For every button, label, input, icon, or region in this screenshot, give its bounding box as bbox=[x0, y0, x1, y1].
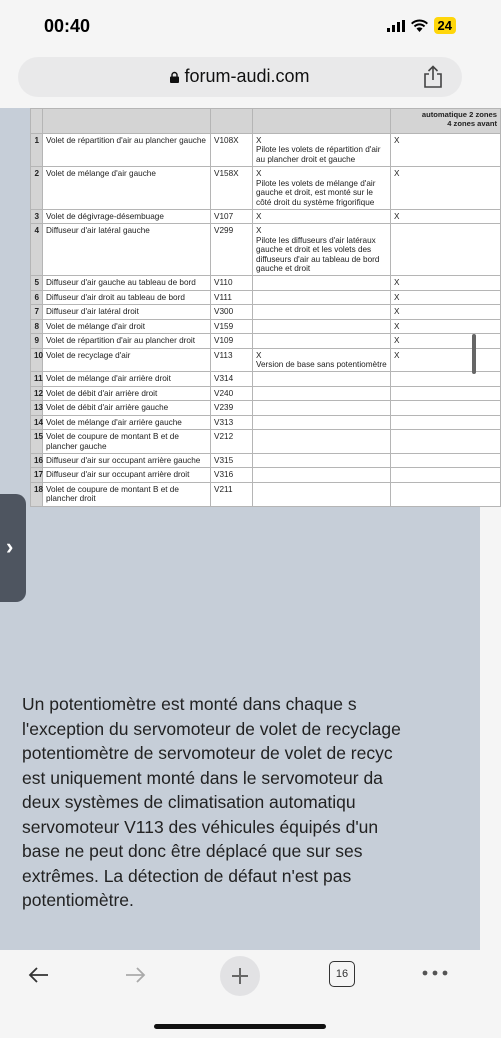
component-name: Volet de coupure de montant B et de plancher gauche bbox=[43, 430, 211, 454]
component-name: Diffuseur d'air latéral gauche bbox=[43, 224, 211, 276]
component-name: Volet de coupure de montant B et de plancher droit bbox=[43, 482, 211, 506]
signal-icon bbox=[387, 20, 405, 32]
row-number: 14 bbox=[31, 415, 43, 429]
row-number: 11 bbox=[31, 372, 43, 386]
component-code: V107 bbox=[211, 209, 253, 223]
zone-mark: X bbox=[391, 334, 501, 348]
component-code: V212 bbox=[211, 430, 253, 454]
table-row bbox=[31, 167, 501, 210]
row-number: 9 bbox=[31, 334, 43, 348]
component-name: Volet de mélange d'air droit bbox=[43, 319, 211, 333]
component-code: V159 bbox=[211, 319, 253, 333]
component-name: Volet de répartition d'air au plancher gauche bbox=[43, 134, 211, 167]
zone-mark bbox=[391, 224, 501, 276]
component-code: V108X bbox=[211, 134, 253, 167]
web-content[interactable] bbox=[0, 108, 497, 950]
paragraph-line: extrêmes. La détection de défaut n'est pas bbox=[22, 865, 352, 886]
status-bar bbox=[0, 0, 480, 50]
row-number: 8 bbox=[31, 319, 43, 333]
component-name: Volet de débit d'air arrière droit bbox=[43, 386, 211, 400]
component-name: Volet de recyclage d'air bbox=[43, 348, 211, 372]
component-name: Volet de mélange d'air arrière droit bbox=[43, 372, 211, 386]
component-code: V300 bbox=[211, 305, 253, 319]
paragraph-line: est uniquement monté dans le servomoteur da bbox=[22, 767, 383, 788]
row-number: 1 bbox=[31, 134, 43, 167]
wifi-icon bbox=[411, 20, 428, 32]
zone-mark bbox=[391, 386, 501, 400]
url-text: forum-audi.com bbox=[184, 66, 310, 86]
component-code: V315 bbox=[211, 453, 253, 467]
component-name: Volet de mélange d'air arrière gauche bbox=[43, 415, 211, 429]
status-time: 00:40 bbox=[44, 16, 91, 36]
component-name: Volet de répartition d'air au plancher droit bbox=[43, 334, 211, 348]
component-description bbox=[253, 305, 391, 319]
component-code: V158X bbox=[211, 167, 253, 210]
zone-mark bbox=[391, 430, 501, 454]
tabs-icon[interactable]: 16 bbox=[329, 961, 355, 987]
paragraph-line: base ne peut donc être déplacé que sur ses bbox=[22, 841, 363, 861]
component-name: Diffuseur d'air droit au tableau de bord bbox=[43, 290, 211, 304]
component-code: V113 bbox=[211, 348, 253, 372]
table-body bbox=[31, 134, 501, 507]
component-description bbox=[253, 453, 391, 467]
table-row bbox=[31, 430, 501, 454]
table-header-cell: automatique 2 zones 4 zones avant bbox=[391, 109, 501, 134]
component-name: Diffuseur d'air latéral droit bbox=[43, 305, 211, 319]
table-row bbox=[31, 482, 501, 506]
servomotor-table bbox=[30, 108, 501, 507]
table-row bbox=[31, 209, 501, 223]
scroll-indicator[interactable] bbox=[472, 334, 476, 374]
table-row bbox=[31, 334, 501, 348]
table-row bbox=[31, 305, 501, 319]
component-description bbox=[253, 319, 391, 333]
component-description bbox=[253, 401, 391, 415]
table-row bbox=[31, 372, 501, 386]
paragraph-line: l'exception du servomoteur de volet de recyclage bbox=[22, 718, 401, 739]
table-row bbox=[31, 290, 501, 304]
new-tab-button[interactable] bbox=[220, 956, 260, 996]
zone-mark: X bbox=[391, 319, 501, 333]
row-number: 5 bbox=[31, 276, 43, 290]
zone-mark bbox=[391, 372, 501, 386]
component-description bbox=[253, 482, 391, 506]
zone-mark: X bbox=[391, 134, 501, 167]
component-description bbox=[253, 276, 391, 290]
status-icons bbox=[387, 17, 456, 34]
table-row bbox=[31, 415, 501, 429]
component-code: V239 bbox=[211, 401, 253, 415]
table-row bbox=[31, 224, 501, 276]
table-row bbox=[31, 386, 501, 400]
paragraph-line: potentiomètre. bbox=[22, 890, 134, 910]
row-number: 18 bbox=[31, 482, 43, 506]
component-name: Volet de mélange d'air gauche bbox=[43, 167, 211, 210]
row-number: 17 bbox=[31, 468, 43, 482]
component-code: V111 bbox=[211, 290, 253, 304]
zone-mark bbox=[391, 482, 501, 506]
component-name: Diffuseur d'air sur occupant arrière droit bbox=[43, 468, 211, 482]
component-description bbox=[253, 334, 391, 348]
row-number: 3 bbox=[31, 209, 43, 223]
component-code: V299 bbox=[211, 224, 253, 276]
zone-mark: X bbox=[391, 305, 501, 319]
table-header-row bbox=[31, 109, 501, 134]
component-code: V314 bbox=[211, 372, 253, 386]
row-number: 7 bbox=[31, 305, 43, 319]
component-description: X Pilote les volets de répartition d'air au plancher droit et gauche bbox=[253, 134, 391, 167]
component-name: Volet de débit d'air arrière gauche bbox=[43, 401, 211, 415]
component-code: V109 bbox=[211, 334, 253, 348]
back-arrow-icon[interactable] bbox=[26, 962, 52, 988]
component-code: V211 bbox=[211, 482, 253, 506]
component-description bbox=[253, 372, 391, 386]
plus-icon bbox=[230, 966, 250, 986]
table-row bbox=[31, 276, 501, 290]
zone-mark: X bbox=[391, 348, 501, 372]
row-number: 6 bbox=[31, 290, 43, 304]
table-row bbox=[31, 319, 501, 333]
zone-mark bbox=[391, 401, 501, 415]
row-number: 16 bbox=[31, 453, 43, 467]
home-indicator bbox=[154, 1024, 326, 1029]
component-description: X Version de base sans potentiomètre bbox=[253, 348, 391, 372]
paragraph-line: Un potentiomètre est monté dans chaque s bbox=[22, 694, 357, 714]
component-description bbox=[253, 468, 391, 482]
side-panel-tab[interactable] bbox=[0, 494, 26, 602]
share-icon[interactable] bbox=[422, 65, 444, 89]
table-row bbox=[31, 453, 501, 467]
zone-mark bbox=[391, 415, 501, 429]
row-number: 15 bbox=[31, 430, 43, 454]
component-description bbox=[253, 415, 391, 429]
component-description: X Pilote les diffuseurs d'air latéraux gauche et droit et les volets des diffuseurs d'air au tableau de bord gauche et droit bbox=[253, 224, 391, 276]
component-name: Volet de dégivrage-désembuage bbox=[43, 209, 211, 223]
zone-mark: X bbox=[391, 290, 501, 304]
table-row bbox=[31, 348, 501, 372]
component-name: Diffuseur d'air gauche au tableau de bord bbox=[43, 276, 211, 290]
component-code: V110 bbox=[211, 276, 253, 290]
battery-indicator: 24 bbox=[434, 17, 456, 34]
component-code: V240 bbox=[211, 386, 253, 400]
table-row bbox=[31, 468, 501, 482]
zone-mark bbox=[391, 468, 501, 482]
table-row bbox=[31, 134, 501, 167]
article-paragraph bbox=[22, 692, 492, 913]
component-description: X bbox=[253, 209, 391, 223]
paragraph-line: potentiomètre de servomoteur de volet de recyc bbox=[22, 743, 393, 763]
component-code: V313 bbox=[211, 415, 253, 429]
servomotor-table-wrap bbox=[30, 108, 500, 507]
chevron-right-icon: › bbox=[6, 534, 14, 559]
zone-mark bbox=[391, 453, 501, 467]
zone-mark: X bbox=[391, 167, 501, 210]
component-description: X Pilote les volets de mélange d'air gauche et droit, est monté sur le côté droit du système frigorifique bbox=[253, 167, 391, 210]
component-name: Diffuseur d'air sur occupant arrière gauche bbox=[43, 453, 211, 467]
table-row bbox=[31, 401, 501, 415]
component-description bbox=[253, 386, 391, 400]
row-number: 10 bbox=[31, 348, 43, 372]
forward-arrow-icon[interactable] bbox=[122, 962, 148, 988]
row-number: 12 bbox=[31, 386, 43, 400]
more-icon[interactable] bbox=[422, 970, 448, 976]
row-number: 2 bbox=[31, 167, 43, 210]
zone-mark: X bbox=[391, 276, 501, 290]
paragraph-line: servomoteur V113 des véhicules équipés d'un bbox=[22, 816, 379, 837]
component-description bbox=[253, 290, 391, 304]
url-display[interactable] bbox=[18, 66, 462, 87]
lock-icon bbox=[170, 72, 179, 83]
row-number: 13 bbox=[31, 401, 43, 415]
browser-toolbar bbox=[0, 950, 480, 1038]
zone-mark: X bbox=[391, 209, 501, 223]
row-number: 4 bbox=[31, 224, 43, 276]
component-description bbox=[253, 430, 391, 454]
address-bar[interactable] bbox=[18, 57, 462, 97]
paragraph-line: deux systèmes de climatisation automatiqu bbox=[22, 792, 356, 812]
component-code: V316 bbox=[211, 468, 253, 482]
